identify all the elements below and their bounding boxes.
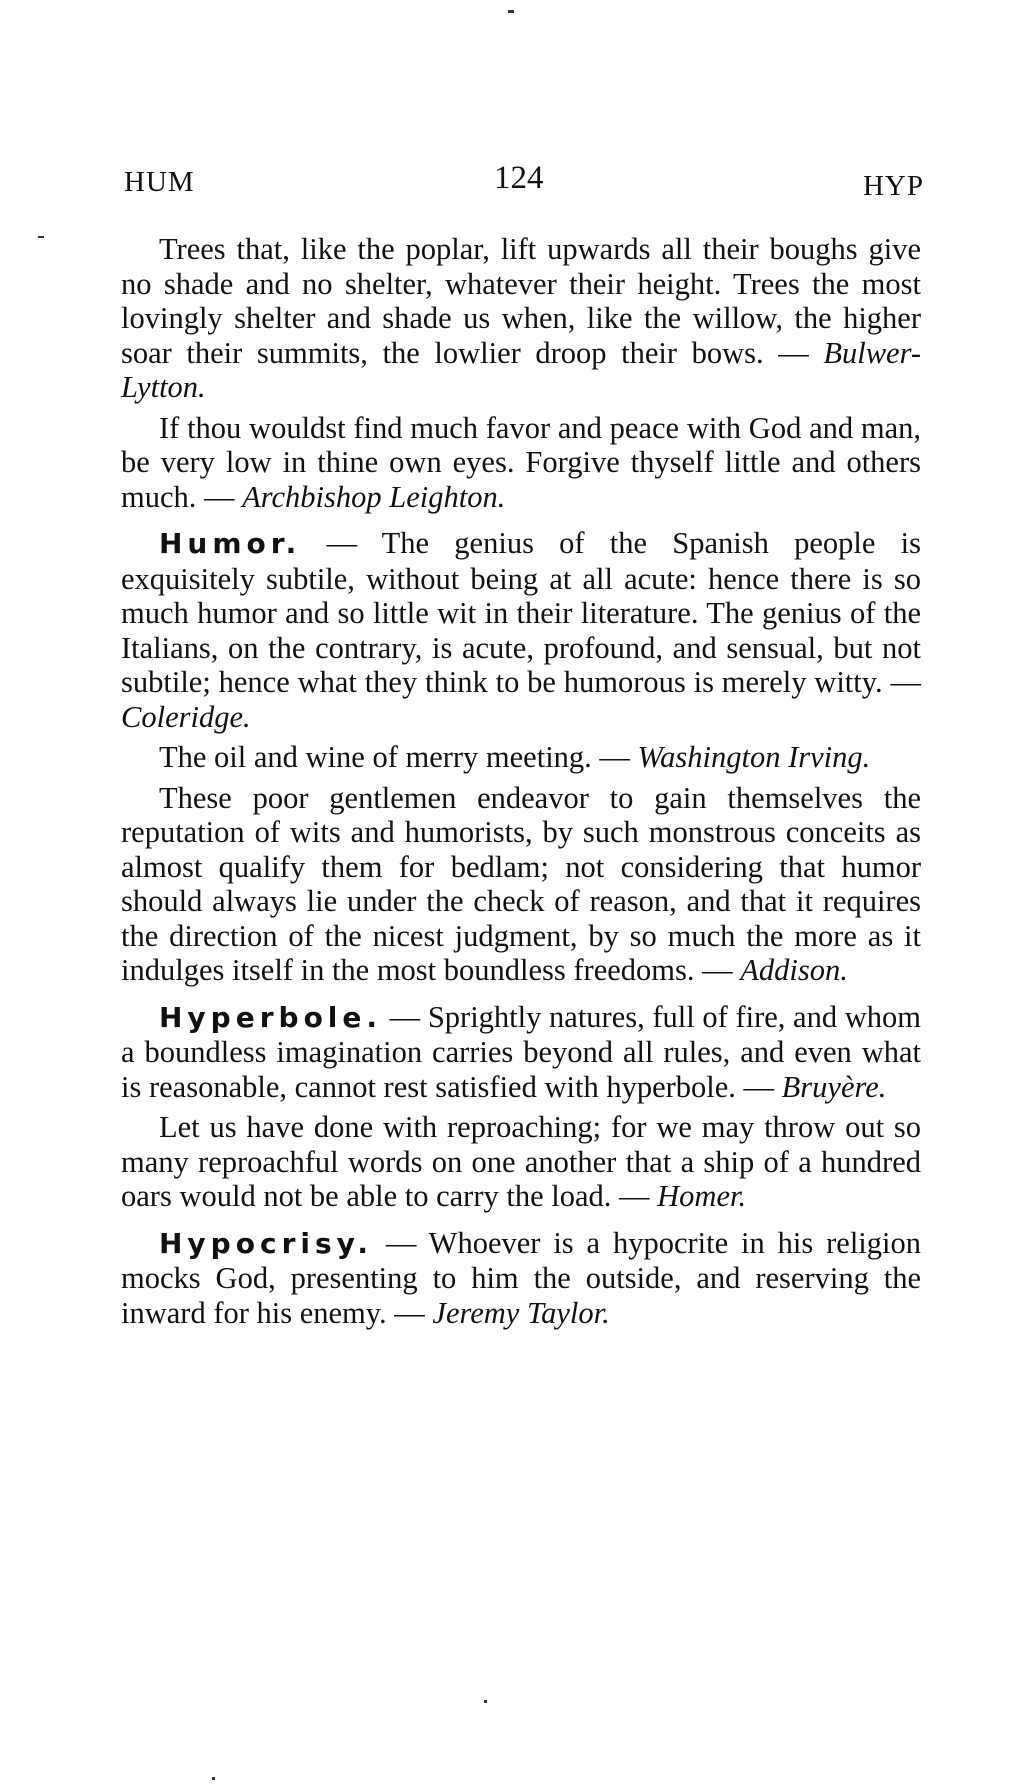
attribution-dash: — — [763, 335, 824, 370]
topic-heading: Humor. — [159, 527, 302, 560]
attribution-dash: — — [735, 1069, 782, 1104]
page-number: 124 — [494, 160, 544, 196]
quotation-author: Bruyère. — [781, 1069, 887, 1104]
header-right-guide-word: HYP — [862, 170, 924, 202]
quotation-body: The genius of the Spanish people is exquisitely subtile, without being at all acute: hence there is so much humor and so little wit in their literature. The genius of the Italians, on the contrary, is acute, profound, and sensual, but not subtile; hence what they think to be humorous is merely witty. — [121, 526, 922, 699]
ink-speck — [508, 10, 514, 13]
quotation-body: The oil and wine of merry meeting. — [159, 740, 592, 774]
quotation-author: Jeremy Taylor. — [432, 1295, 610, 1330]
attribution-dash: — — [382, 999, 428, 1034]
ink-speck — [38, 236, 44, 238]
quotation-author: Washington Irving. — [637, 740, 871, 774]
quotation-paragraph — [121, 411, 921, 515]
attribution-dash: — — [694, 953, 741, 987]
attribution-dash: — — [882, 665, 921, 699]
topic-heading: Hyperbole. — [159, 1000, 383, 1034]
quotation-body: If thou wouldst find much favor and peace with God and man, be very low in thine own eyes. Forgive thyself little and others much. — [121, 410, 921, 514]
quotation-body: Sprightly natures, full of fire, and whom a boundless imagination carries beyond all rules, and even what is reasonable, cannot rest satisfied with hyperbole. — [121, 999, 921, 1104]
ink-speck — [212, 1777, 215, 1780]
header-left-guide-word: HUM — [124, 166, 195, 198]
ink-speck — [484, 1700, 487, 1703]
quotation-author: Archbishop Leighton. — [242, 479, 506, 514]
quotation-author: Bulwer-Lytton. — [121, 335, 922, 404]
quotation-paragraph — [121, 1110, 921, 1214]
attribution-dash: — — [386, 1295, 433, 1330]
topic-heading: Hypocrisy. — [159, 1226, 373, 1260]
quotation-body: Let us have done with reproaching; for we may throw out so many reproachful words on one another that a ship of a hundred oars would not be able to carry the load. — [121, 1110, 921, 1213]
quotation-paragraph — [121, 740, 921, 775]
topic-entry-hypocrisy — [121, 1226, 921, 1331]
attribution-dash: — — [591, 740, 638, 774]
quotation-body: Trees that, like the poplar, lift upwards all their boughs give no shade and no shelter, whatever their height. Trees the most lovingly shelter and shade us when, like the willow, the higher soar their summits, the lowlier droop their bows. — [121, 232, 921, 370]
topic-entry-hyperbole — [121, 1000, 921, 1105]
running-header — [124, 160, 924, 210]
quotation-text — [121, 232, 921, 1336]
quotation-body: Whoever is a hypocrite in his religion mocks God, presenting to him the outside, and reserving the inward for his enemy. — [121, 1225, 921, 1330]
attribution-dash: — — [611, 1179, 658, 1213]
attribution-dash: — — [372, 1225, 429, 1260]
attribution-dash: — — [301, 526, 382, 560]
quotation-paragraph — [121, 232, 921, 405]
quotation-author: Homer. — [657, 1179, 747, 1213]
quotation-author: Coleridge. — [121, 699, 251, 734]
topic-entry-humor — [121, 526, 921, 734]
quotation-body: These poor gentlemen endeavor to gain themselves the reputation of wits and humorists, by such monstrous conceits as almost qualify them for bedlam; not considering that humor should always lie under the check of reason, and that it requires the direction of the nicest judgment, by so much the more as it indulges itself in the most boundless freedoms. — [121, 780, 921, 987]
attribution-dash: — — [196, 479, 243, 514]
quotation-paragraph — [121, 781, 921, 988]
quotation-author: Addison. — [740, 953, 848, 987]
